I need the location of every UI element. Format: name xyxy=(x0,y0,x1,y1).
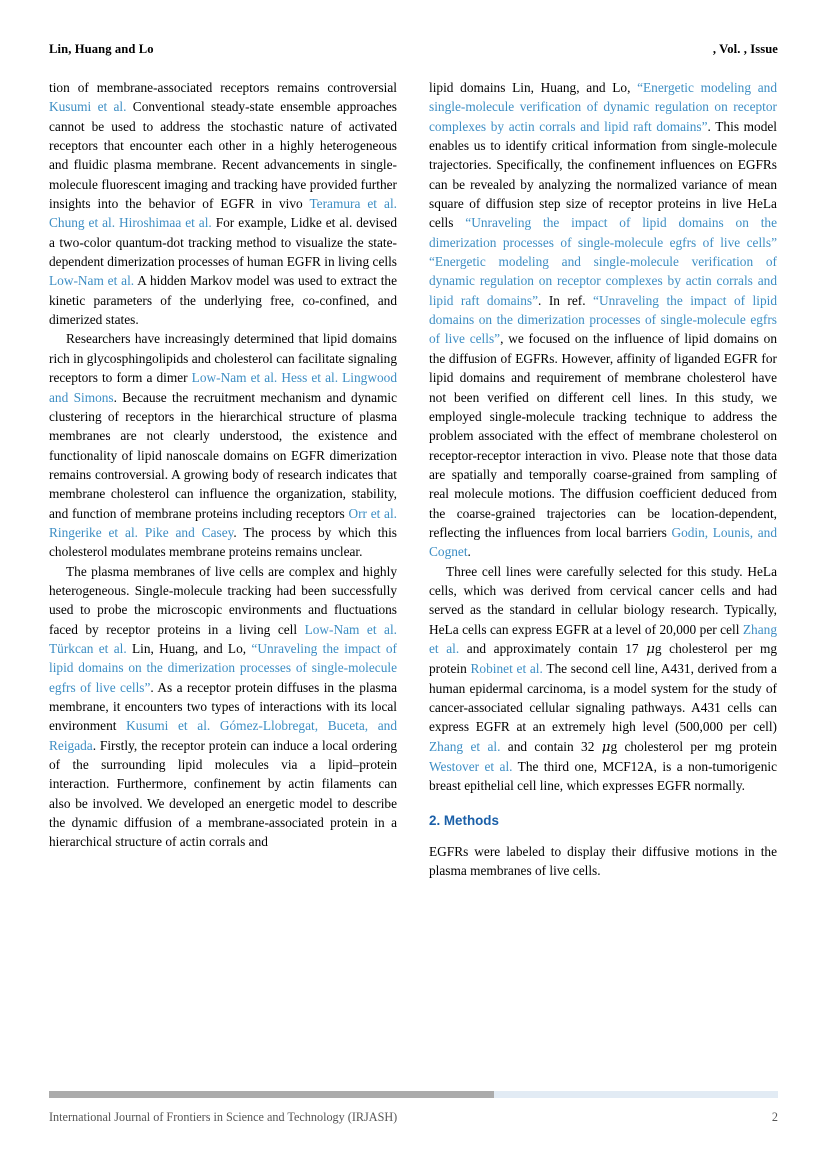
right-column xyxy=(429,78,777,1078)
citation-link[interactable]: “Unraveling the impact of lipid domains on the dimerization processes of single-molecule egfrs of live cells” xyxy=(49,640,397,695)
text-segment: The third one, MCF12A, is a non-tumorigenic breast epithelial cell line, which expresses EGFR normally. xyxy=(429,759,778,794)
paragraph xyxy=(49,329,397,561)
text-segment: g cholesterol per mg protein xyxy=(610,738,778,754)
footer-rule-blue-segment xyxy=(494,1091,778,1098)
text-segment: The plasma membranes of live cells are complex and highly heterogeneous. Single-molecule tracking had been successfully used to probe the microscopic environments and fluctuations faced by receptor proteins in a living cell xyxy=(49,563,397,637)
section-heading-methods: 2. Methods xyxy=(429,812,499,828)
citation-link[interactable]: Low-Nam et al. xyxy=(49,273,135,289)
micro-symbol: μ xyxy=(646,641,655,657)
paragraph xyxy=(429,842,777,881)
text-segment: lipid domains Lin, Huang, and Lo, xyxy=(429,80,638,95)
footer-journal-name: International Journal of Frontiers in Science and Technology (IRJASH) xyxy=(49,1110,398,1124)
text-segment: A hidden Markov model was used to extract the kinetic parameters of the underlying free, co-confined, and dimerized states. xyxy=(49,273,398,328)
citation-link[interactable]: Low-Nam et al. Hess et al. Lingwood and Simons xyxy=(49,370,397,405)
citation-link[interactable]: Teramura et al. Chung et al. Hiroshimaa et al. xyxy=(49,196,397,231)
text-segment: . The process by which this cholesterol modulates membrane proteins remains unclear. xyxy=(49,524,397,560)
citation-link[interactable]: Westover et al. xyxy=(429,759,513,775)
body-columns xyxy=(49,78,778,1078)
text-segment: Lin, Huang, and Lo, xyxy=(126,640,252,656)
citation-link[interactable]: Zhang et al. xyxy=(429,738,501,754)
text-segment: Researchers have increasingly determined that lipid domains rich in glycosphingolipids and cholesterol can facilitate signaling receptors to form a dimer xyxy=(49,331,397,386)
paragraph-continued xyxy=(49,78,397,329)
citation-link[interactable]: Orr et al. Ringerike et al. Pike and Casey xyxy=(49,505,397,540)
paragraph xyxy=(429,562,777,796)
footer-rule-gray-segment xyxy=(49,1091,494,1098)
micro-symbol: μ xyxy=(601,739,611,755)
citation-link[interactable]: “Unraveling the impact of lipid domains on the dimerization processes of single-molecule egfrs of live cells” xyxy=(429,292,778,347)
text-segment: and approximately contain 17 xyxy=(459,640,647,656)
text-segment: and contain 32 xyxy=(500,738,602,754)
footer-page-number: 2 xyxy=(771,1110,778,1124)
text-segment: . Because the recruitment mechanism and dynamic clustering of receptors in the hierarchical structure of plasma membranes are not clearly understood, the existence and functionality of lipid nanoscale domains on EGFR dimerization remains controversial. A growing body of research indicates that membrane cholesterol can influence the organization, stability, and function of membrane proteins including receptors xyxy=(49,389,398,521)
text-segment: Three cell lines were carefully selected for this study. HeLa cells, which was derived from cervical cancer cells and had served as the standard in cellular biology research. Typically, HeLa cells can express EGFR at a level of 20,000 per cell xyxy=(429,563,777,637)
left-column xyxy=(49,78,397,1078)
citation-link[interactable]: Kusumi et al. Gómez-Llobregat, Buceta, and Reigada xyxy=(49,718,397,753)
paragraph xyxy=(49,562,397,852)
footer-rule xyxy=(49,1091,778,1098)
paragraph-continued xyxy=(429,78,777,562)
text-segment: tion of membrane-associated receptors remains controversial xyxy=(49,80,397,95)
running-head-authors: Lin, Huang and Lo xyxy=(49,42,154,56)
text-segment: . xyxy=(467,544,471,560)
citation-link[interactable]: Kusumi et al. xyxy=(49,99,127,115)
text-segment: , we focused on the influence of lipid domains on the diffusion of EGFRs. However, affinity of liganded EGFR for lipid domains and requirement of membrane cholesterol have not been verified on different cell lines. In this study, we employed single-molecule tracking technique to address the problem associated with the effect of membrane cholesterol on receptor-receptor interaction in vivo. Please note that those data are spatially and temporally coarse-grained from sampling of real molecule motions. The diffusion coefficient deduced from the coarse-grained trajectories can be location-dependent, reflecting the influences from local barriers xyxy=(429,331,777,540)
citation-link[interactable]: “Unraveling the impact of lipid domains on the dimerization processes of single-molecule egfrs of live cells” “Energetic modeling and single-molecule verification of dynamic regulation on receptor complexes by actin corrals and lipid raft domains” xyxy=(429,215,778,308)
running-head-volume-issue: , Vol. , Issue xyxy=(712,42,778,56)
text-segment: The second cell line, A431, derived from a human epidermal carcinoma, is a model system for the study of cancer-associated cellular signaling pathways. A431 cells can express EGFR at an extremely high level (500,000 per cell) xyxy=(429,661,777,735)
citation-link[interactable]: Low-Nam et al. Türkcan et al. xyxy=(49,621,398,656)
text-segment: . Firstly, the receptor protein can induce a local ordering of the surrounding lipid molecules via a lipid–protein interaction. Furthermore, confinement by actin filaments can also be involved. We developed an energetic model to describe the dynamic diffusion of a membrane-associated protein in a hierarchical structure of actin corrals and xyxy=(49,737,397,850)
text-segment: For example, Lidke et al. devised a two-color quantum-dot tracking method to visualize the state-dependent dimerization processes of human EGFR in living cells xyxy=(49,215,397,270)
citation-link[interactable]: Robinet et al. xyxy=(470,661,543,677)
footer xyxy=(49,1110,778,1125)
citation-link[interactable]: “Energetic modeling and single-molecule verification of dynamic regulation on receptor complexes by actin corrals and lipid raft domains” xyxy=(429,80,777,134)
text-segment: Conventional steady-state ensemble approaches cannot be used to address the stochastic nature of activated receptors that encounter each other in a highly heterogeneous and fluidic plasma membrane. Recent advancements in single-molecule fluorescent imaging and tracking have provided further insights into the behavior of EGFR in vivo xyxy=(49,99,398,212)
text-segment: . As a receptor protein diffuses in the plasma membrane, it encounters two types of interactions with its local environment xyxy=(49,679,397,734)
text-segment: EGFRs were labeled to display their diffusive motions in the plasma membranes of live cells. xyxy=(429,843,777,879)
running-head xyxy=(49,42,778,57)
text-segment: g cholesterol per mg protein xyxy=(429,640,777,677)
text-segment: . This model enables us to identify critical information from single-molecule trajectories. Specifically, the confinement influences on EGFRs can be revealed by analyzing the normalized variance of mean square of diffusion step size of receptor proteins in live HeLa cells xyxy=(429,118,778,231)
citation-link[interactable]: Zhang et al. xyxy=(429,621,777,656)
citation-link[interactable]: Godin, Lounis, and Cognet xyxy=(429,524,777,560)
text-segment: . In ref. xyxy=(538,292,594,308)
